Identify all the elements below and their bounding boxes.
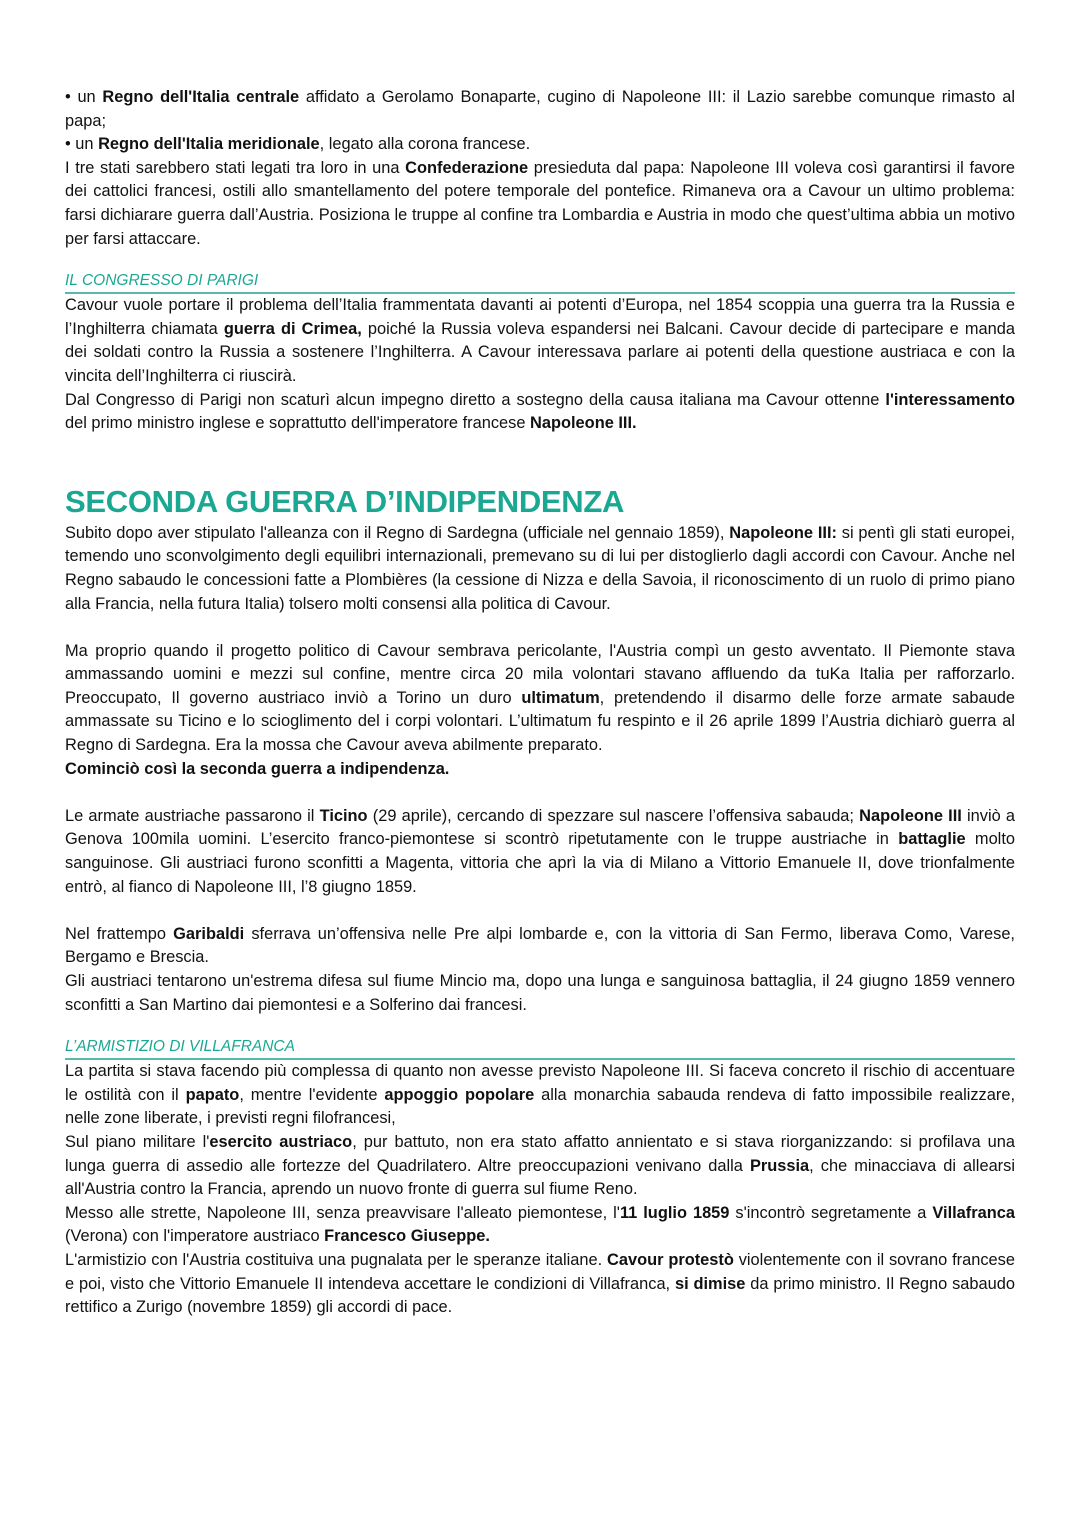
bold-term: Francesco Giuseppe. <box>324 1227 490 1246</box>
bullet-text: , legato alla corona francese. <box>319 135 531 154</box>
paragraph-text: alla monarchia sabauda rendeva di fatto impossibile realizzare, nelle zone liberate, i previsti regni filofrancesi, <box>65 1085 1016 1128</box>
paragraph-mincio: Gli austriaci tentarono un'estrema difesa sul fiume Mincio ma, dopo una lunga e sanguinosa battaglia, il 24 giugno 1859 vennero sconfitti a San Martino dai piemontesi e a Solferino dai francesi. <box>65 972 1015 1014</box>
paragraph-text: del primo ministro inglese e soprattutto dell'imperatore francese <box>65 414 531 433</box>
bold-term: appoggio popolare <box>384 1085 535 1104</box>
paragraph-text: s'incontrò segretamente a <box>729 1203 933 1222</box>
paragraph-confederazione <box>65 157 1015 251</box>
bullet-regno-centrale <box>65 86 1015 133</box>
paragraph-text: (29 aprile), cercando di spezzare sul nascere l’offensiva sabauda; <box>367 806 860 825</box>
paragraph-text: molto sanguinose. Gli austriaci furono sconfitti a Magenta, vittoria che aprì la via di Milano a Vittorio Emanuele II, dove trionfalmente entrò, al fianco di Napoleone III, l’8 giugno 1859. <box>65 830 1015 896</box>
bold-term: si dimise <box>674 1274 746 1293</box>
paragraph-pugnalata <box>65 1249 1015 1320</box>
spacer <box>65 899 1015 923</box>
paragraph-text: L'armistizio con l'Austria costituiva una pugnalata per le speranze italiane. <box>65 1250 608 1269</box>
bullet-regno-meridionale <box>65 133 1015 157</box>
paragraph-text: sferrava un’offensiva nelle Pre alpi lombarde e, con la vittoria di San Fermo, liberava Como, Varese, Bergamo e Brescia. <box>65 924 1015 967</box>
paragraph-text: Nel frattempo <box>65 924 174 943</box>
bold-term: papato <box>185 1085 240 1104</box>
paragraph-text: inviò a Genova 100mila uomini. L’esercito franco-piemontese si scontrò ripetutamente con le truppe austriache in <box>65 806 1015 849</box>
paragraph-text: poiché la Russia voleva espandersi nei Balcani. Cavour decide di partecipare e manda dei soldati contro la Russia a sostenere l’Inghilterra. A Cavour interessava parlare ai potenti della questione austriaca e con la vincita dell’Inghilterra ci riuscirà. <box>65 319 1015 385</box>
section-heading-congresso: IL CONGRESSO DI PARIGI <box>65 271 1015 294</box>
bold-term: l'interessamento <box>885 390 1015 409</box>
bold-term: Napoleone III. <box>530 414 637 433</box>
paragraph-text: Le armate austriache passarono il <box>65 806 320 825</box>
paragraph-alleanza <box>65 522 1015 616</box>
bold-term: battaglie <box>898 830 966 849</box>
paragraph-text: Ma proprio quando il progetto politico di Cavour sembrava pericolante, l'Austria compì un gesto avventato. Il Piemonte stava ammassando uomini e mezzi sul confine, mentre circa 20 mila volontari stavano affluendo da tuKa Italia per rafforzarlo. Preoccupato, Il governo austriaco inviò a Torino un duro <box>65 641 1015 707</box>
bold-term: 11 luglio 1859 <box>619 1203 730 1222</box>
paragraph-text: Sul piano militare l' <box>65 1132 210 1151</box>
bullet-text: affidato a Gerolamo Bonaparte, cugino di Napoleone III: il Lazio sarebbe comunque rimasto al papa; <box>65 88 1015 130</box>
bold-term: Garibaldi <box>173 924 245 943</box>
paragraph-text: da primo ministro. Il Regno sabaudo rettifico a Zurigo (novembre 1859) gli accordi di pace. <box>65 1274 1015 1317</box>
spacer <box>65 781 1015 805</box>
bold-term: Confederazione <box>405 158 529 177</box>
bold-term: Cavour protestò <box>607 1250 734 1269</box>
document-page <box>65 86 1015 1320</box>
bold-term: Regno dell'Italia meridionale <box>98 135 320 154</box>
spacer <box>65 616 1015 640</box>
bold-term: Cominciò così la seconda guerra a indipendenza. <box>65 759 450 778</box>
paragraph-garibaldi <box>65 923 1015 970</box>
paragraph-crimea <box>65 294 1015 388</box>
paragraph-text: Dal Congresso di Parigi non scaturì alcun impegno diretto a sostegno della causa italiana ma Cavour ottenne <box>65 390 886 409</box>
paragraph-text: violentemente con il sovrano francese e poi, visto che Vittorio Emanuele II intendeva accettare le condizioni di Villafranca, <box>65 1250 1015 1293</box>
paragraph-text: , che minacciava di allearsi all'Austria contro la Francia, aprendo un nuovo fronte di guerra sul fiume Reno. <box>65 1156 1015 1199</box>
bold-term: Napoleone III: <box>729 523 837 542</box>
bold-term: guerra di Crimea, <box>223 319 362 338</box>
paragraph-text: Subito dopo aver stipulato l'alleanza con il Regno di Sardegna (ufficiale nel gennaio 1859), <box>65 523 730 542</box>
bold-term: Villafranca <box>932 1203 1015 1222</box>
paragraph-text: (Verona) con l'imperatore austriaco <box>65 1227 325 1246</box>
bold-term: ultimatum <box>521 688 600 707</box>
paragraph-text: presieduta dal papa: Napoleone III voleva così garantirsi il favore dei cattolici francesi, ostili allo smantellamento del potere temporale del pontefice. Rimaneva ora a Cavour un ultimo problema: farsi dichiarare guerra dall’Austria. Posiziona le truppe al confine tra Lombardia e Austria in modo che quest’ultima abbia un motivo per farsi attaccare. <box>65 158 1015 248</box>
paragraph-partita <box>65 1060 1015 1131</box>
paragraph-text: , mentre l'evidente <box>239 1085 385 1104</box>
bullet-text: • un <box>65 135 99 154</box>
paragraph-congresso-esito <box>65 389 1015 436</box>
paragraph-text: La partita si stava facendo più complessa di quanto non avesse previsto Napoleone III. Si faceva concreto il rischio di accentuare le ostilità con il <box>65 1062 1015 1104</box>
bold-term: Regno dell'Italia centrale <box>102 88 300 106</box>
bold-term: Prussia <box>749 1156 810 1175</box>
chapter-title: SECONDA GUERRA D’INDIPENDENZA <box>65 483 625 519</box>
paragraph-text: Messo alle strette, Napoleone III, senza preavvisare l'alleato piemontese, l' <box>65 1203 620 1222</box>
paragraph-villafranca <box>65 1202 1015 1249</box>
paragraph-text: si pentì gli stati europei, temendo uno sconvolgimento degli equilibri internazionali, premevano su di lui per distoglierlo dagli accordi con Cavour. Anche nel Regno sabaudo le concessioni fatte a Plombières (la cessione di Nizza e della Savoia, il riconoscimento di un ruolo di primo piano alla Francia, nella futura Italia) tolsero molti consensi alla politica di Cavour. <box>65 523 1015 613</box>
bold-term: esercito austriaco <box>209 1132 353 1151</box>
paragraph-text: I tre stati sarebbero stati legati tra loro in una <box>65 158 406 177</box>
paragraph-text: , pur battuto, non era stato affatto annientato e si stava riorganizzando: si profilava una lunga guerra di assedio alle fortezze del Quadrilatero. Altre preoccupazioni venivano dalla <box>65 1132 1015 1175</box>
paragraph-text: Cavour vuole portare il problema dell’Italia frammentata davanti ai potenti d’Europa, nel 1854 scoppia una guerra tra la Russia e l’Inghilterra chiamata <box>65 296 1015 338</box>
bullet-text: • un <box>65 88 103 106</box>
paragraph-ultimatum <box>65 640 1015 782</box>
section-heading-armistizio: L’ARMISTIZIO DI VILLAFRANCA <box>65 1037 1015 1060</box>
paragraph-piano-militare <box>65 1131 1015 1202</box>
paragraph-text: , pretendendo il disarmo delle forze armate sabaude ammassate su Ticino e lo scioglimento del i corpi volontari. L’ultimatum fu respinto e il 26 aprile 1899 l’Austria dichiarò guerra al Regno di Sardegna. Era la mossa che Cavour aveva abilmente preparato. <box>65 688 1015 755</box>
bold-term: Napoleone III <box>859 806 962 825</box>
paragraph-ticino <box>65 805 1015 899</box>
bold-term: Ticino <box>319 806 368 825</box>
